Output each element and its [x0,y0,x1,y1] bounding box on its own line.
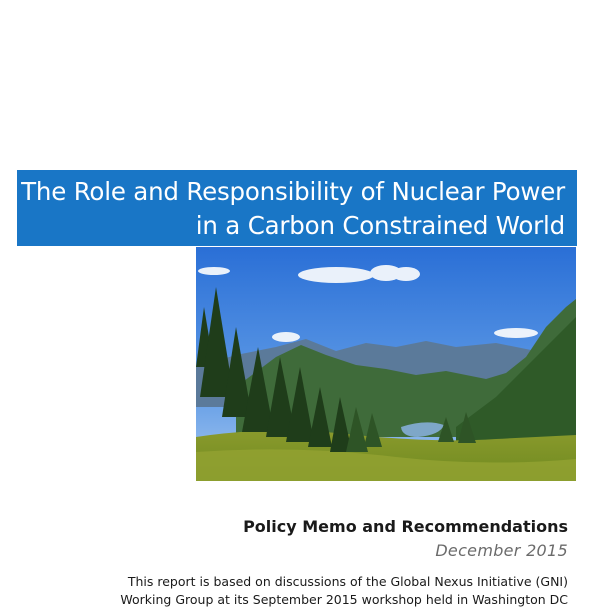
report-intro-line-2: Working Group at its September 2015 workshop held in Washington DC [120,592,568,607]
title-line-2: in a Carbon Constrained World [195,211,565,240]
title-line-1: The Role and Responsibility of Nuclear Power [21,177,565,206]
cover-photo [196,247,576,481]
memo-heading: Policy Memo and Recommendations [243,517,568,536]
title-banner [17,170,577,246]
report-intro-line-1: This report is based on discussions of the Global Nexus Initiative (GNI) [127,574,568,589]
memo-date: December 2015 [435,541,568,560]
mountain-landscape-image [196,247,576,481]
